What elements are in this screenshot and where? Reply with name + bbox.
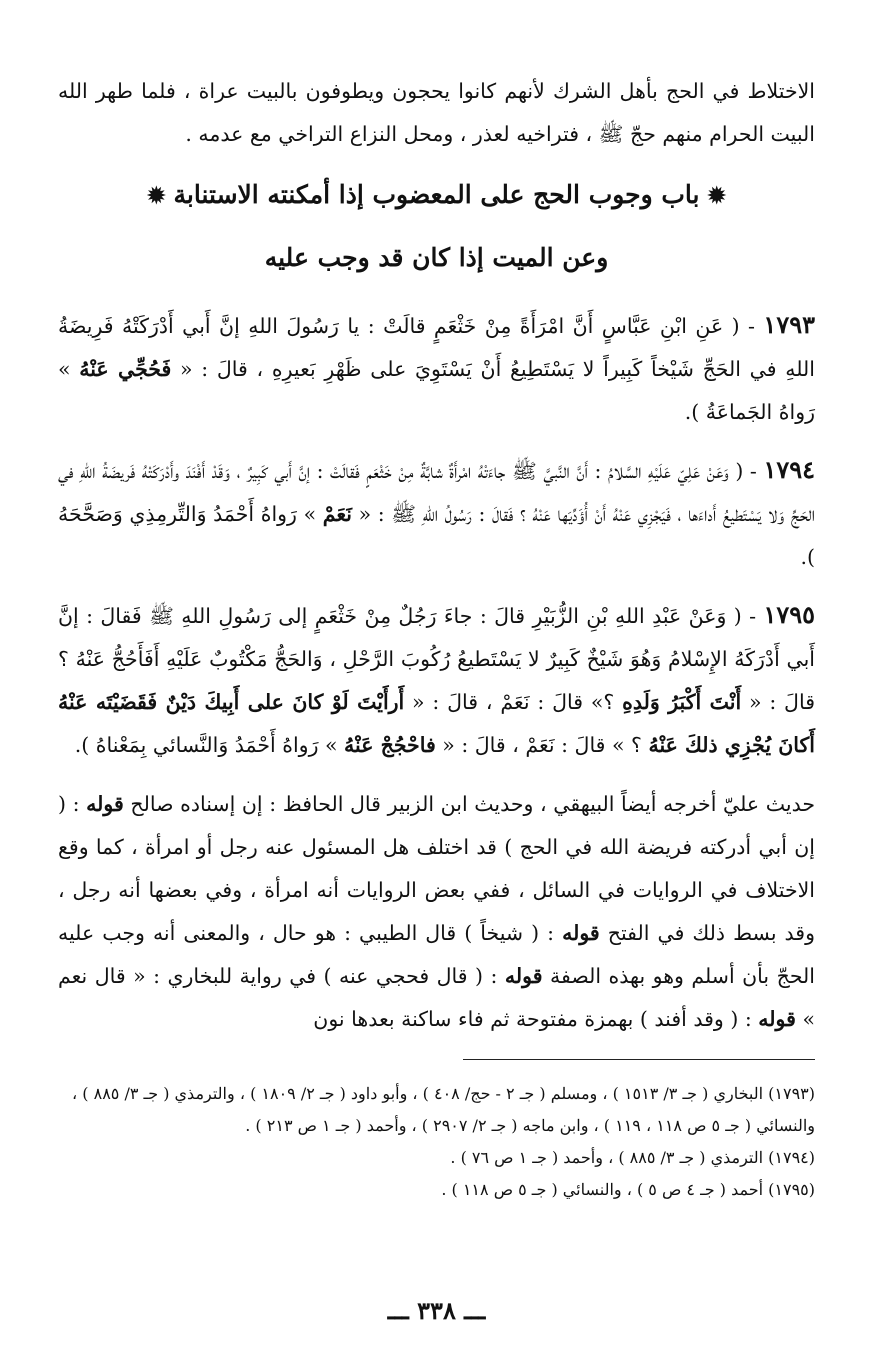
footnote-1793: (١٧٩٣) البخاري ( جـ ٣/ ١٥١٣ ) ، ومسلم ( جـ ٢ - حج/ ٤٠٨ ) ، وأبو داود ( جـ ٢/ ١٨٠٩ ) ، والترمذي ( جـ ٣/ ٨٨٥ ) ، والنسائي ( جـ ٥ ص ١١٨ ، ١١٩ ) ، وابن ماجه ( جـ ٢/ ٢٩٠٧ ) ، وأحمد ( جـ ١ ص ٢١٣ ) . xyxy=(72,1084,815,1135)
hadith-prophetic-words: أَرأَيْتَ لَوْ كانَ على أَبِيكَ دَيْنٌ فَقَضَيْتَه عَنْهُ أَكانَ يُجْزِي ذلكَ عَنْهُ xyxy=(58,690,815,757)
hadith-text: ؟» قالَ : نَعَمْ ، قالَ : « xyxy=(404,690,623,714)
hadith-prophetic-words: فاحْجُجْ عَنْهُ xyxy=(344,733,436,757)
page-number: ـــ ٣٣٨ ـــ xyxy=(387,1296,486,1325)
chapter-title-line-1 xyxy=(58,164,815,227)
hadith-1795 xyxy=(58,593,815,767)
hadith-prophetic-words: فَحُجِّي عَنْهُ xyxy=(79,357,172,381)
footnote-divider xyxy=(463,1059,815,1060)
chapter-title-text-1: باب وجوب الحج على المعضوب إذا أمكنته الاستنابة xyxy=(173,180,700,209)
hadith-text: ( عَنِ ابْنِ عَبَّاسٍ أَنَّ امْرَأَةً مِنْ خَثْعَمٍ قالَتْ : يا رَسُولَ اللهِ إنَّ أَبي أَدْرَكَتْهُ فَرِيضَةُ اللهِ في الحَجِّ شَيْخاً كَبِيراً لا يَسْتَطِيعُ أَنْ يَسْتَوِيَ على ظَهْرِ بَعيرِهِ ، قالَ : « xyxy=(58,314,815,381)
commentary-paragraph xyxy=(58,783,815,1041)
commentary-keyword: قوله xyxy=(758,1007,796,1031)
commentary-text: حديث عليّ أخرجه أيضاً البيهقي ، وحديث ابن الزبير قال الحافظ : إن إسناده صالح xyxy=(123,792,816,816)
hadith-text: ( وَعَنْ عَلِيّ عَلَيْهِ السَّلامُ : أَنَّ النَّبيَّ ﷺ جاءَتْهُ امْرأَةٌ شابَّةٌ مِنْ خَثْعَمٍ فَقالَتْ : إنَّ أَبي كَبِيرٌ ، وَقَدْ أَفْنَدَ وأَدْرَكَتْهُ فَريضَةُ اللهِ في الحَجِّ وَلا يَسْتَطيعُ أَداءَها ، فَيَجْزِي عَنْهُ أَنْ أُؤَدِّيَها عَنْهُ ؟ فَقالَ : رَسُولُ اللهِ ﷺ : « xyxy=(58,459,815,526)
hadith-text: ؟ » قالَ : نَعَمْ ، قالَ : « xyxy=(435,733,649,757)
hadith-dash: - xyxy=(743,459,764,483)
hadith-text: ( وَعَنْ عَبْدِ اللهِ بْنِ الزُّبَيْرِ قالَ : جاءَ رَجُلٌ مِنْ خَثْعَمٍ إلى رَسُولِ اللهِ ﷺ فَقالَ : إنَّ أَبي أَدْرَكَهُ الإِسْلامُ وَهُوَ شَيْخٌ كَبِيرٌ لا يَسْتَطيعُ رُكُوبَ الرَّحْلِ ، وَالحَجُّ مَكْتُوبٌ عَلَيْهِ أَفَأَحُجُّ عَنْهُ ؟ قالَ : « xyxy=(58,604,815,714)
hadith-dash: - xyxy=(739,314,764,338)
commentary-text: : ( إن أبي أدركته فريضة الله في الحج ) قد اختلف هل المسئول عنه رجل أو امرأة ، كما وقع الاختلاف في الروايات في السائل ، ففي بعض الروايات أنه امرأة ، وفي بعضها أنه رجل ، وقد بسط ذلك في الفتح xyxy=(58,792,816,945)
commentary-keyword: قوله xyxy=(504,964,543,988)
hadith-prophetic-words: أَنْتَ أَكْبَرُ وَلَدِهِ xyxy=(622,690,742,714)
star-ornament-icon: ✹ xyxy=(147,183,166,209)
intro-paragraph: الاختلاط في الحج بأهل الشرك لأنهم كانوا يحجون ويطوفون بالبيت عراة ، فلما طهر الله البيت الحرام منهم حجّ ﷺ ، فتراخيه لعذر ، ومحل النزاع التراخي مع عدمه . xyxy=(58,79,815,146)
hadith-dash: - xyxy=(741,604,764,628)
chapter-title-line-2: وعن الميت إذا كان قد وجب عليه xyxy=(264,243,609,272)
footnotes xyxy=(58,1078,815,1206)
hadith-number: ١٧٩٣ xyxy=(763,310,815,339)
hadith-1793 xyxy=(58,303,815,434)
footnote-1795: (١٧٩٥) أحمد ( جـ ٤ ص ٥ ) ، والنسائي ( جـ ٥ ص ١١٨ ) . xyxy=(441,1180,815,1199)
commentary-text: : ( وقد أفند ) بهمزة مفتوحة ثم فاء ساكنة بعدها نون xyxy=(313,1007,759,1031)
footnote-1794: (١٧٩٤) الترمذي ( جـ ٣/ ٨٨٥ ) ، وأحمد ( جـ ١ ص ٧٦ ) . xyxy=(450,1148,815,1167)
commentary-text: : ( شيخاً ) قال الطيبي : هو حال ، والمعنى أنه وجب عليه الحجّ بأن أسلم وهو بهذه الصفة xyxy=(58,921,815,988)
hadith-number: ١٧٩٤ xyxy=(763,455,815,484)
hadith-text: » رَواهُ أَحْمَدُ وَالنَّسائي بِمَعْناهُ ). xyxy=(74,733,345,757)
commentary-keyword: قوله xyxy=(86,792,124,816)
hadith-1794 xyxy=(58,448,815,579)
hadith-number: ١٧٩٥ xyxy=(763,600,815,629)
hadith-prophetic-words: نَعَمْ xyxy=(322,502,352,526)
commentary-keyword: قوله xyxy=(562,921,600,945)
hadith-text: » رَواهُ الجَماعَةُ ). xyxy=(58,357,815,424)
hadith-text: » رَواهُ أَحْمَدُ وَالتِّرمِذِي وَصَحَّحَهُ ). xyxy=(58,502,815,569)
star-ornament-icon: ✹ xyxy=(707,183,726,209)
commentary-text: : ( قال فحجي عنه ) في رواية للبخاري : « قال نعم » xyxy=(58,964,815,1031)
